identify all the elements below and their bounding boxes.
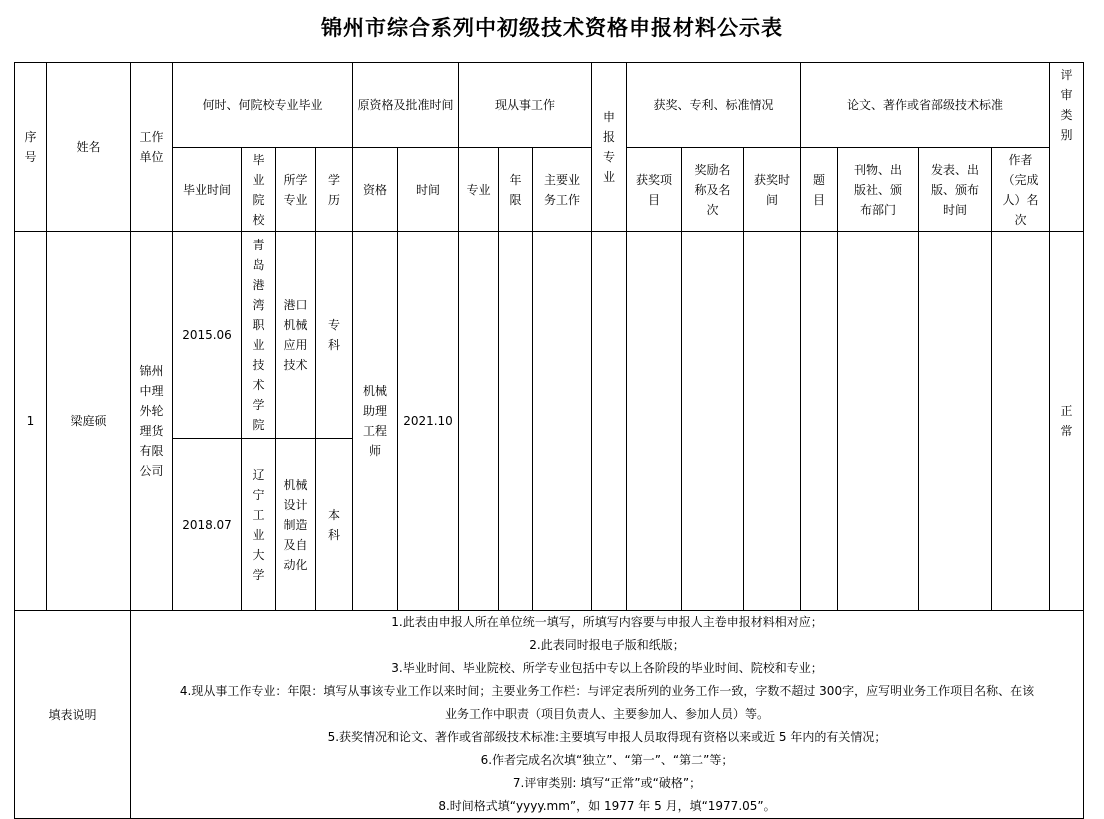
cell-major-2: 机械设计制造及自动化 [276,439,316,611]
header-work-major: 专业 [459,148,499,232]
header-papers-group: 论文、著作或省部级技术标准 [801,63,1050,148]
cell-author-rank [992,232,1050,611]
cell-publish-time [919,232,992,611]
cell-degree-2: 本科 [316,439,353,611]
page-title: 锦州市综合系列中初级技术资格申报材料公示表 [321,16,783,40]
header-author-rank: 作者（完成人）名次 [992,148,1050,232]
header-awards-group: 获奖、专利、标准情况 [627,63,801,148]
header-publisher: 刊物、出版社、颁布部门 [838,148,919,232]
cell-main-work [533,232,592,611]
note-line: 2.此表同时报电子版和纸版； [529,638,685,652]
cell-apply-major [592,232,627,611]
cell-graduation-school-1: 青岛港湾职业技术学院 [242,232,276,439]
header-original-qualification-group: 原资格及批准时间 [353,63,459,148]
note-line: 业务工作中职责（项目负责人、主要参加人、参加人员）等。 [444,707,769,721]
cell-publisher [838,232,919,611]
header-current-work-group: 现从事工作 [459,63,592,148]
cell-graduation-time-2: 2018.07 [173,439,242,611]
cell-award-item [627,232,682,611]
header-major: 所学专业 [276,148,316,232]
cell-degree-1: 专科 [316,232,353,439]
cell-qualification: 机械助理工程师 [353,232,398,611]
header-graduation-group: 何时、何院校专业毕业 [173,63,353,148]
cell-qualification-time: 2021.10 [398,232,459,611]
cell-name: 梁庭硕 [47,232,131,611]
cell-work-unit: 锦州中理外轮理货有限公司 [131,232,173,611]
cell-seq: 1 [15,232,47,611]
note-line: 5.获奖情况和论文、著作或省部级技术标准:主要填写申报人员取得现有资格以来或近 5 年内的有关情况； [327,730,887,744]
header-qualification-time: 时间 [398,148,459,232]
header-seq: 序号 [15,63,47,232]
note-line: 4.现从事工作专业：年限：填写从事该专业工作以来时间；主要业务工作栏：与评定表所列的业务工作一致，字数不超过 300字，应写明业务工作项目名称、在该 [179,684,1035,698]
header-qualification: 资格 [353,148,398,232]
header-graduation-time: 毕业时间 [173,148,242,232]
header-paper-title: 题目 [801,148,838,232]
cell-review-type: 正常 [1050,232,1084,611]
table-row [15,232,1084,439]
note-line: 8.时间格式填“yyyy.mm”，如 1977 年 5 月，填“1977.05”。 [438,799,776,813]
header-publish-time: 发表、出版、颁布时间 [919,148,992,232]
note-line: 3.毕业时间、毕业院校、所学专业包括中专以上各阶段的毕业时间、院校和专业； [391,661,823,675]
header-graduation-school: 毕业院校 [242,148,276,232]
cell-graduation-school-2: 辽宁工业大学 [242,439,276,611]
header-work-unit: 工作单位 [131,63,173,232]
header-apply-major: 申报专业 [592,63,627,232]
cell-paper-title [801,232,838,611]
note-line: 7.评审类别: 填写“正常”或“破格”； [512,776,702,790]
header-degree: 学历 [316,148,353,232]
header-name: 姓名 [47,63,131,232]
notes-label: 填表说明 [15,611,131,819]
cell-award-time [744,232,801,611]
header-award-item: 获奖项目 [627,148,682,232]
cell-work-major [459,232,499,611]
header-work-years: 年限 [499,148,533,232]
cell-work-years [499,232,533,611]
notes-content [131,611,1084,819]
application-table [14,62,1084,819]
note-line: 1.此表由申报人所在单位统一填写，所填写内容要与申报人主卷申报材料相对应； [391,615,823,629]
header-review-type: 评审类别 [1050,63,1084,232]
header-main-work: 主要业务工作 [533,148,592,232]
cell-award-name [682,232,744,611]
header-award-name: 奖励名称及名次 [682,148,744,232]
cell-graduation-time-1: 2015.06 [173,232,242,439]
header-award-time: 获奖时间 [744,148,801,232]
cell-major-1: 港口机械应用技术 [276,232,316,439]
note-line: 6.作者完成名次填“独立”、“第一”、“第二”等； [480,753,734,767]
